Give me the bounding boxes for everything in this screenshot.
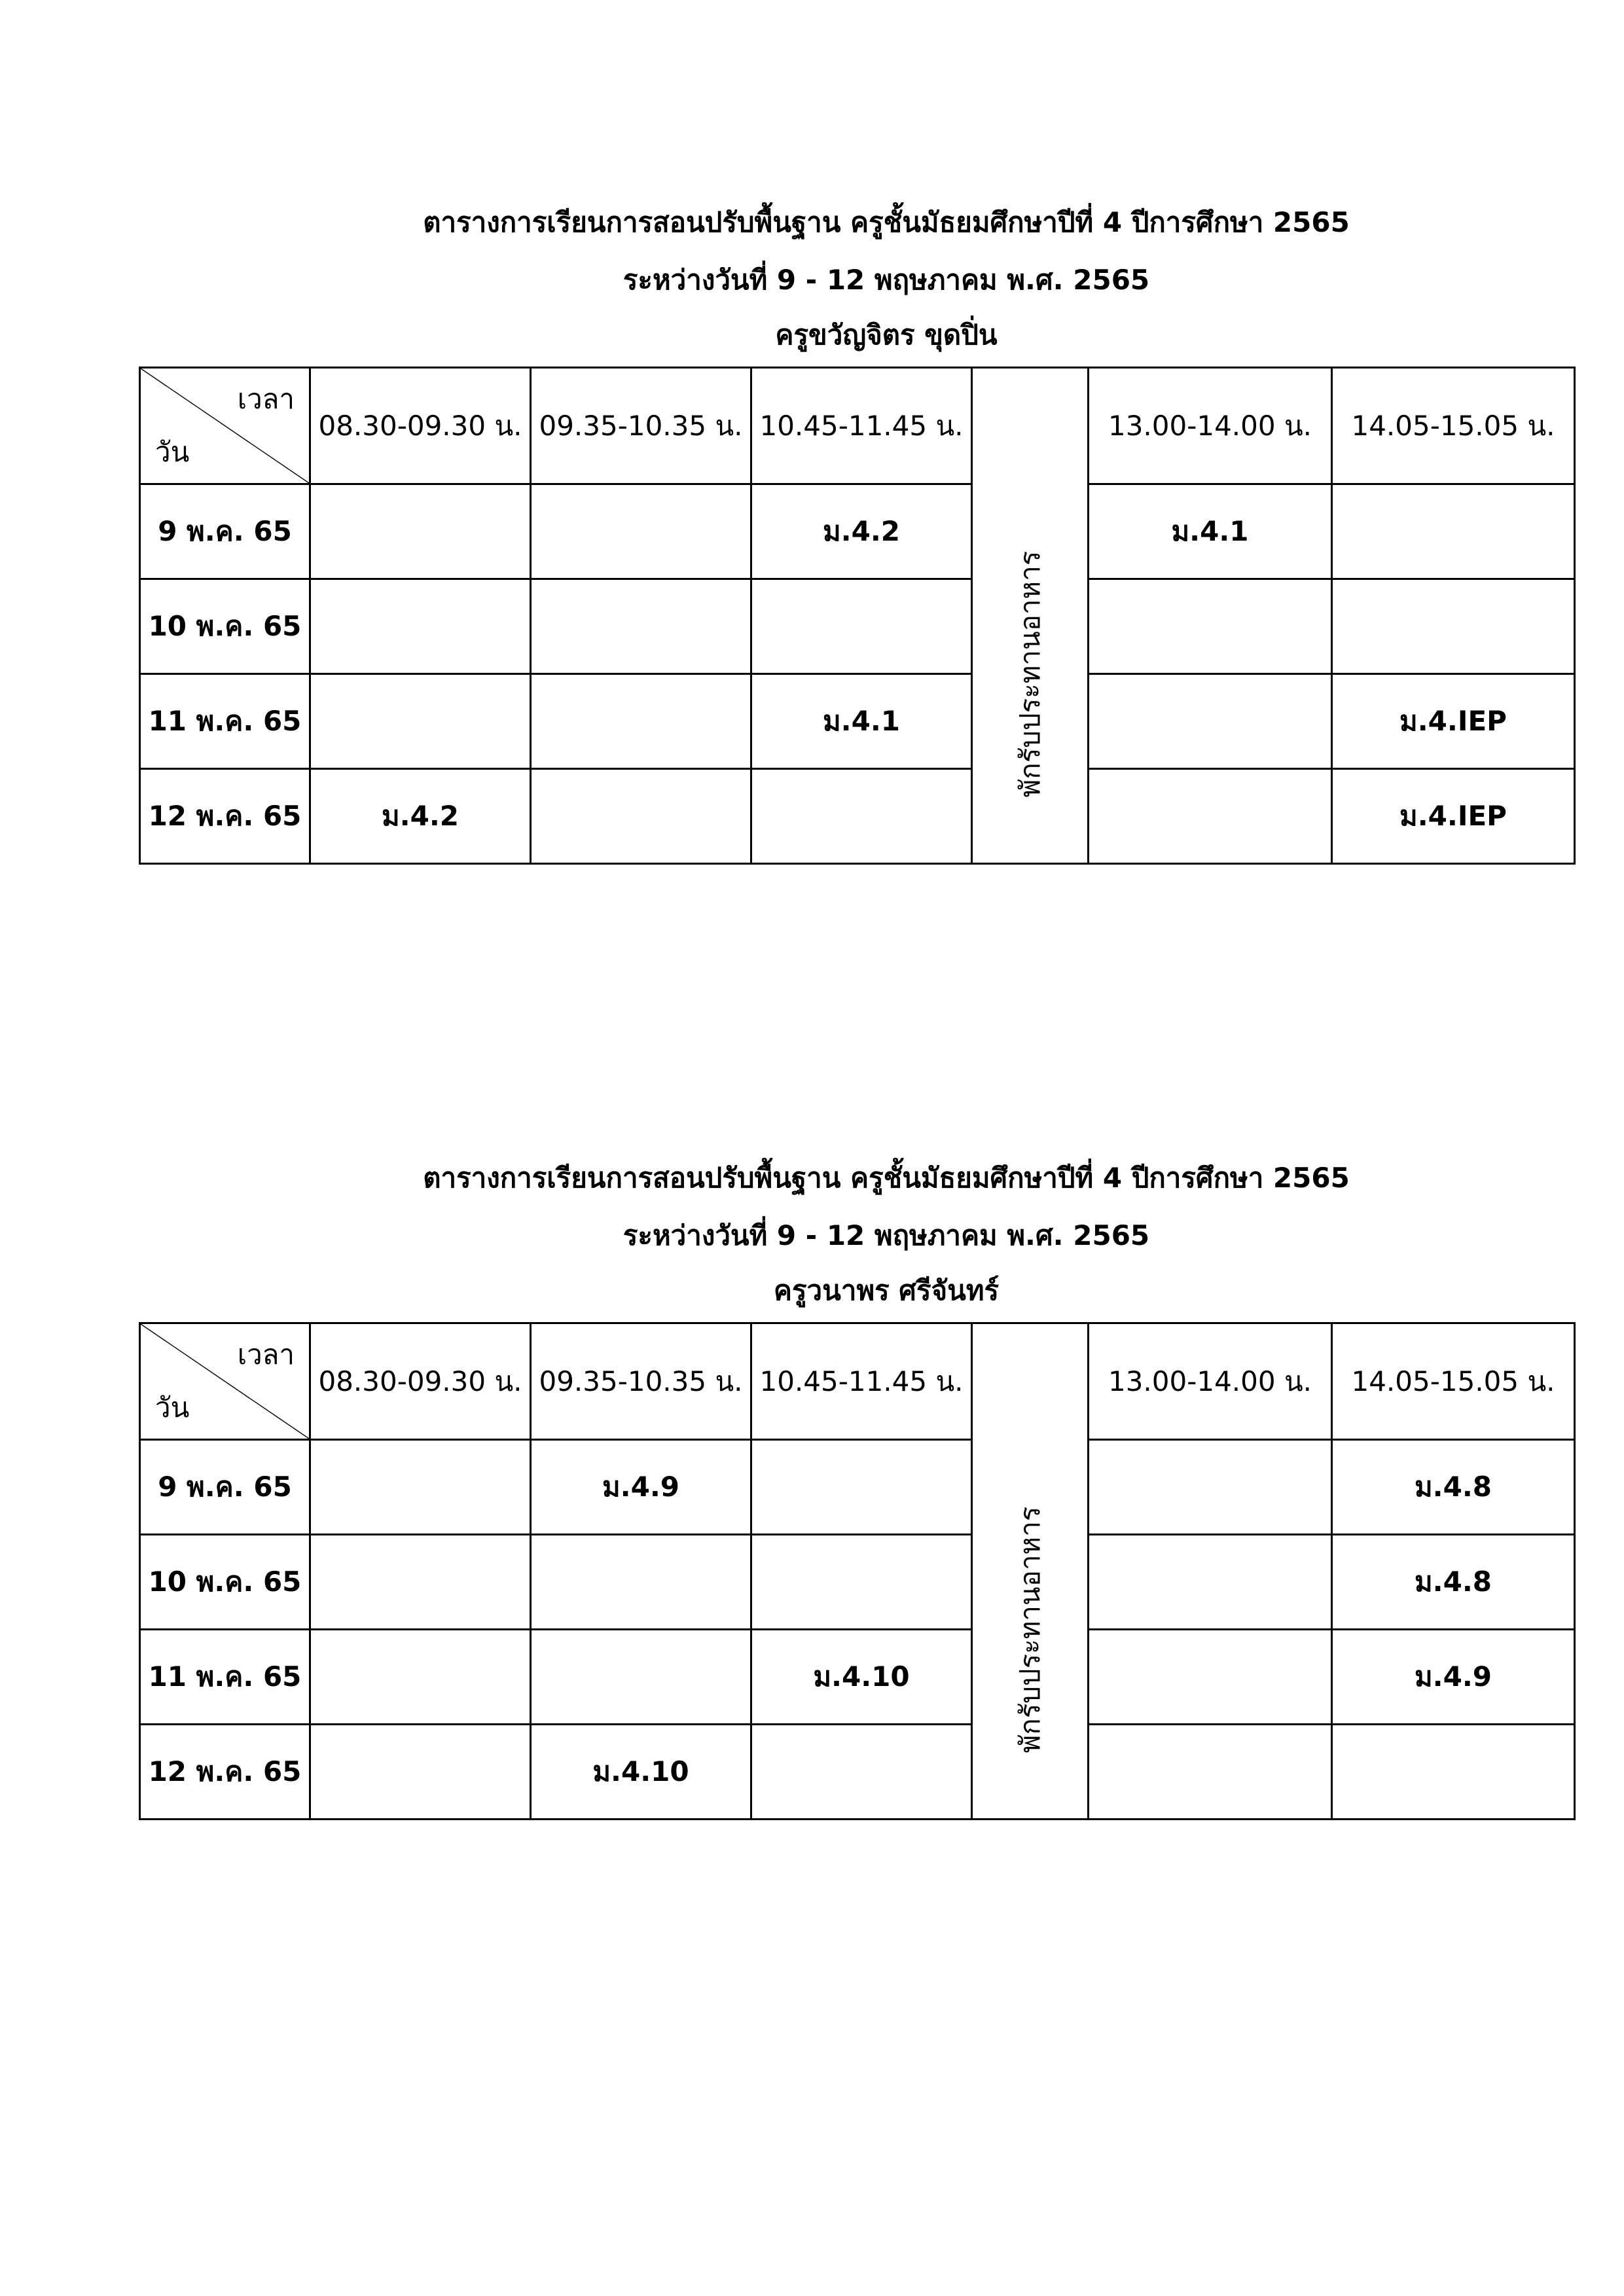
class-cell: [751, 579, 972, 674]
table-row: [140, 484, 1575, 579]
header-row: [140, 1323, 1575, 1440]
class-cell: ม.4.8: [1332, 1535, 1575, 1630]
class-cell: [1089, 1630, 1332, 1725]
schedule-1: [139, 194, 1574, 832]
corner-time-label: เวลา: [237, 383, 295, 415]
schedule-title: ตารางการเรียนการสอนปรับพื้นฐาน ครูชั้นมัธยมศึกษาปีที่ 4 ปีการศึกษา 2565: [423, 206, 1350, 238]
schedule-2: [139, 1149, 1574, 1787]
header-row: [140, 368, 1575, 484]
day-label: 12 พ.ค. 65: [140, 769, 310, 864]
class-cell: ม.4.10: [751, 1630, 972, 1725]
time-slot-header: 13.00-14.00 น.: [1089, 368, 1332, 484]
class-cell: [1089, 579, 1332, 674]
class-cell: ม.4.1: [1089, 484, 1332, 579]
schedule-title: ตารางการเรียนการสอนปรับพื้นฐาน ครูชั้นมัธยมศึกษาปีที่ 4 ปีการศึกษา 2565: [423, 1162, 1350, 1194]
class-cell: [1332, 1725, 1575, 1820]
table-row: [140, 674, 1575, 769]
class-cell: ม.4.2: [751, 484, 972, 579]
class-cell: ม.4.8: [1332, 1440, 1575, 1535]
class-cell: [531, 674, 751, 769]
time-slot-header: 09.35-10.35 น.: [531, 1323, 751, 1440]
class-cell: [1089, 1535, 1332, 1630]
teacher-name: ครูวนาพร ศรีจันทร์: [773, 1274, 1000, 1306]
class-cell: [1332, 579, 1575, 674]
class-cell: [310, 1535, 531, 1630]
table-row: [140, 579, 1575, 674]
lunch-break-column: [972, 368, 1089, 864]
class-cell: ม.4.1: [751, 674, 972, 769]
class-cell: [531, 1535, 751, 1630]
class-cell: [1089, 769, 1332, 864]
time-slot-header: 13.00-14.00 น.: [1089, 1323, 1332, 1440]
class-cell: [310, 579, 531, 674]
schedule-period: ระหว่างวันที่ 9 - 12 พฤษภาคม พ.ศ. 2565: [623, 1219, 1150, 1251]
lunch-break-label: พักรับประทานอาหาร: [1013, 1506, 1046, 1753]
class-cell: ม.4.IEP: [1332, 769, 1575, 864]
timetable: [139, 1322, 1576, 1820]
class-cell: [751, 1535, 972, 1630]
table-row: [140, 1440, 1575, 1535]
time-slot-header: 09.35-10.35 น.: [531, 368, 751, 484]
class-cell: [751, 1725, 972, 1820]
time-slot-header: 08.30-09.30 น.: [310, 368, 531, 484]
corner-day-label: วัน: [155, 1391, 190, 1424]
teacher-name: ครูขวัญจิตร ขุดปิ่น: [775, 319, 998, 351]
day-label: 9 พ.ค. 65: [140, 1440, 310, 1535]
class-cell: [310, 1630, 531, 1725]
time-slot-header: 14.05-15.05 น.: [1332, 368, 1575, 484]
day-label: 12 พ.ค. 65: [140, 1725, 310, 1820]
class-cell: [751, 769, 972, 864]
day-label: 11 พ.ค. 65: [140, 674, 310, 769]
corner-day-label: วัน: [155, 436, 190, 468]
class-cell: ม.4.9: [531, 1440, 751, 1535]
class-cell: [751, 1440, 972, 1535]
corner-time-label: เวลา: [237, 1338, 295, 1371]
lunch-break-label: พักรับประทานอาหาร: [1013, 550, 1046, 797]
class-cell: [1089, 674, 1332, 769]
table-row: [140, 1725, 1575, 1820]
class-cell: [531, 1630, 751, 1725]
schedule-period: ระหว่างวันที่ 9 - 12 พฤษภาคม พ.ศ. 2565: [623, 264, 1150, 296]
class-cell: [531, 484, 751, 579]
class-cell: [531, 579, 751, 674]
day-label: 9 พ.ค. 65: [140, 484, 310, 579]
corner-cell: [140, 1323, 310, 1440]
class-cell: [1332, 484, 1575, 579]
time-slot-header: 10.45-11.45 น.: [751, 368, 972, 484]
class-cell: [310, 1725, 531, 1820]
timetable: [139, 367, 1576, 865]
corner-cell: [140, 368, 310, 484]
table-row: [140, 1630, 1575, 1725]
table-row: [140, 1535, 1575, 1630]
day-label: 10 พ.ค. 65: [140, 579, 310, 674]
class-cell: ม.4.10: [531, 1725, 751, 1820]
time-slot-header: 10.45-11.45 น.: [751, 1323, 972, 1440]
day-label: 10 พ.ค. 65: [140, 1535, 310, 1630]
class-cell: [310, 674, 531, 769]
class-cell: ม.4.2: [310, 769, 531, 864]
lunch-break-column: [972, 1323, 1089, 1820]
day-label: 11 พ.ค. 65: [140, 1630, 310, 1725]
class-cell: [531, 769, 751, 864]
class-cell: ม.4.IEP: [1332, 674, 1575, 769]
class-cell: ม.4.9: [1332, 1630, 1575, 1725]
class-cell: [1089, 1440, 1332, 1535]
table-row: [140, 769, 1575, 864]
class-cell: [310, 484, 531, 579]
class-cell: [1089, 1725, 1332, 1820]
time-slot-header: 14.05-15.05 น.: [1332, 1323, 1575, 1440]
time-slot-header: 08.30-09.30 น.: [310, 1323, 531, 1440]
class-cell: [310, 1440, 531, 1535]
